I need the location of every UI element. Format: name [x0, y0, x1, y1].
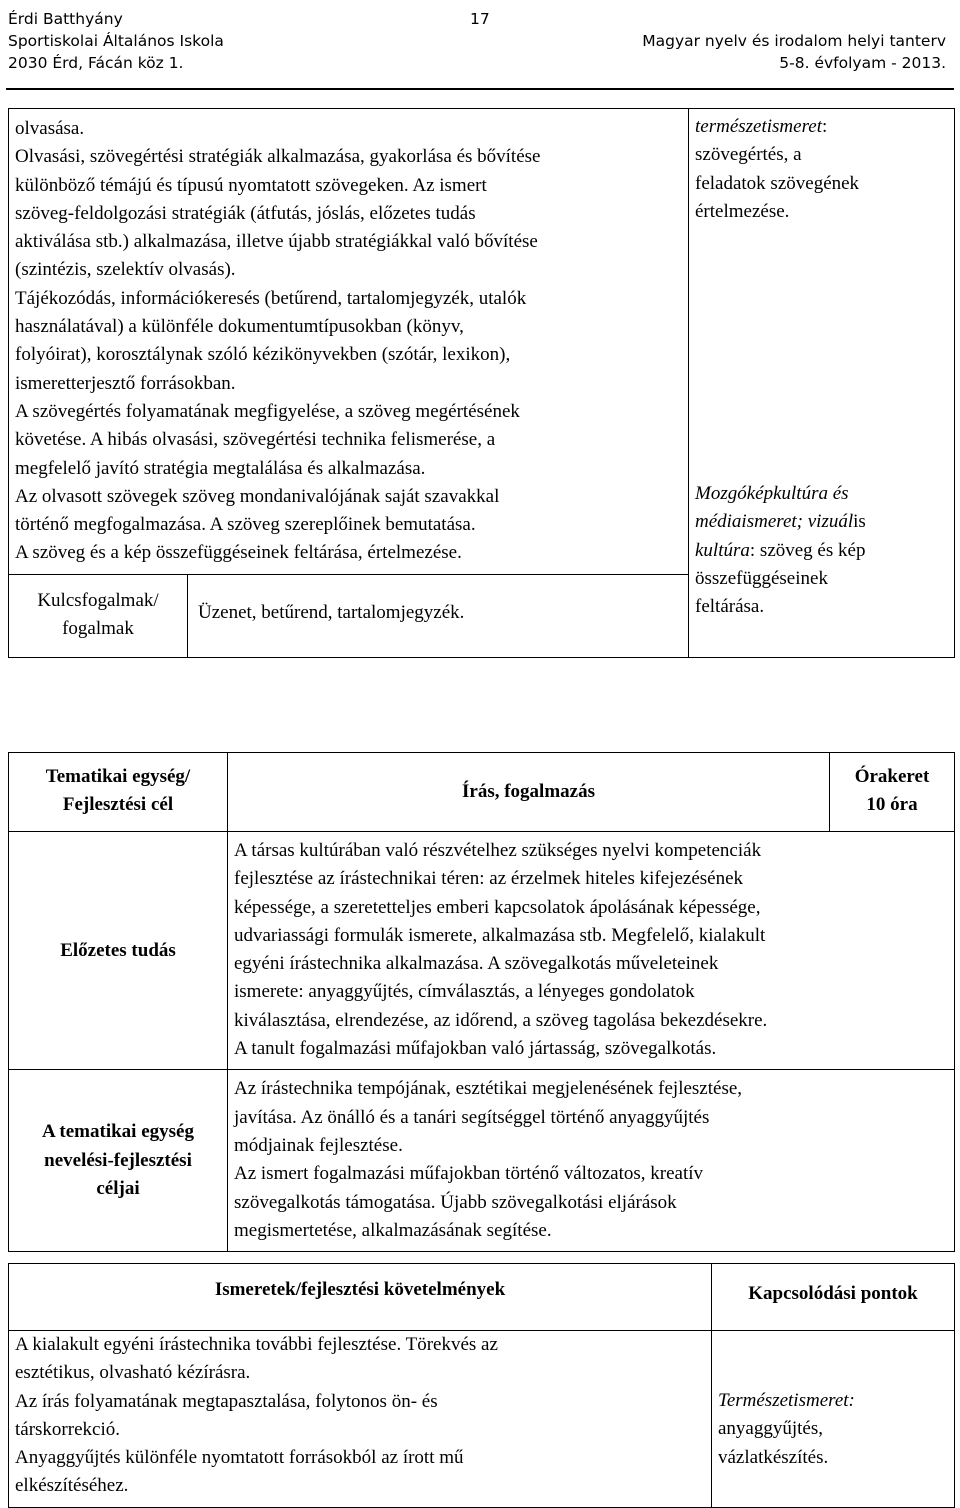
- requirements-text: [9, 1331, 712, 1508]
- text-line: Az ismert fogalmazási műfajokban történő változatos, kreatív: [234, 1163, 704, 1185]
- connection-points-cell: [689, 109, 955, 658]
- text-line: szöveg-feldolgozási stratégiák (átfutás, jóslás, előzetes tudás: [15, 202, 476, 224]
- text-line: kiválasztása, elrendezése, az időrend, a szöveg tagolása bekezdésekre.: [234, 1009, 768, 1031]
- text-line: anyaggyűjtés,: [718, 1418, 824, 1440]
- text-line: A szövegértés folyamatának megfigyelése, a szöveg megértésének: [15, 400, 520, 422]
- school-name-line2: Sportiskolai Általános Iskola: [8, 32, 224, 50]
- text-line: Olvasási, szövegértési stratégiák alkalmazása, gyakorlása és bővítése: [15, 146, 541, 168]
- subject-name: Természetismeret:: [718, 1390, 855, 1411]
- subject-name: természetismeret: [695, 116, 822, 137]
- spacer: [718, 1331, 948, 1387]
- text-line: használatával) a különféle dokumentumtípusokban (könyv,: [15, 316, 464, 338]
- spacer: [695, 226, 948, 480]
- text-line: követése. A hibás olvasási, szövegértési technika felismerése, a: [15, 429, 496, 451]
- subject-name: kultúra: [695, 539, 750, 561]
- thematic-unit-title: Írás, fogalmazás: [228, 753, 830, 832]
- connection-heading: [695, 113, 948, 141]
- text-line: fejlesztése az írástechnikai téren: az érzelmek hiteles kifejezésének: [234, 868, 744, 890]
- document-grade: 5-8. évfolyam - 2013.: [779, 54, 946, 72]
- requirements-cell: [9, 109, 689, 575]
- text-line: különböző témájú és típusú nyomtatott szövegeken. Az ismert: [15, 174, 487, 196]
- text-line: javítása. Az önálló és a tanári segítséggel történő anyaggyűjtés: [234, 1106, 710, 1128]
- text-line: Az olvasott szövegek szöveg mondanivalójának saját szavakkal: [15, 485, 500, 507]
- text-line: módjainak fejlesztése.: [234, 1134, 403, 1156]
- time-frame-cell: [830, 753, 955, 832]
- text-line: [695, 537, 948, 565]
- label-line: A tematikai egység: [42, 1121, 194, 1143]
- requirements-text: [15, 115, 688, 568]
- thematic-unit-label: [9, 753, 228, 832]
- label-line: fogalmak: [62, 618, 134, 640]
- label-line: céljai: [96, 1177, 140, 1199]
- development-goals-text: [228, 1070, 955, 1252]
- document-info: [642, 30, 946, 74]
- text-line: A társas kultúrában való részvételhez szükséges nyelvi kompetenciák: [234, 840, 762, 861]
- text-line: A tanult fogalmazási műfajokban való jártasság, szövegalkotás.: [234, 1038, 717, 1060]
- text-line: összefüggéseinek: [695, 568, 828, 590]
- text-line: Az írástechnika tempójának, esztétikai megjelenésének fejlesztése,: [234, 1078, 743, 1100]
- text-line: Anyaggyűjtés különféle nyomtatott forrásokból az írott mű: [15, 1447, 464, 1469]
- text-line: megismertetése, alkalmazásának segítése.: [234, 1219, 552, 1241]
- label-line: Tematikai egység/: [45, 766, 191, 787]
- school-info: [8, 8, 224, 74]
- header-divider: [6, 88, 954, 90]
- label-line: nevelési-fejlesztési: [44, 1149, 192, 1171]
- time-frame-label: Órakeret: [854, 766, 930, 787]
- text-line: A kialakult egyéni írástechnika további fejlesztése. Törekvés az: [15, 1334, 498, 1355]
- text-line: vázlatkészítés.: [718, 1446, 829, 1468]
- text-line: történő megfogalmazása. A szöveg szereplőinek bemutatása.: [15, 514, 476, 536]
- connection-points-heading: Kapcsolódási pontok: [712, 1264, 955, 1331]
- development-goals-label: [9, 1070, 228, 1252]
- text-line: folyóirat), korosztálynak szóló kézikönyvekben (szótár, lexikon),: [15, 344, 511, 366]
- page-number: 17: [470, 10, 490, 28]
- text-fragment: :: [822, 116, 828, 137]
- text-line: (szintézis, szelektív olvasás).: [15, 259, 236, 281]
- text-line: olvasása.: [15, 118, 85, 139]
- label-line: Kulcsfogalmak/: [37, 589, 159, 611]
- prior-knowledge-label: Előzetes tudás: [9, 832, 228, 1070]
- document-title: Magyar nyelv és irodalom helyi tanterv: [642, 32, 946, 50]
- key-concepts-label: [9, 574, 188, 657]
- time-frame-value: 10 óra: [866, 794, 918, 816]
- subject-name: médiaismeret; vizuál: [695, 511, 854, 533]
- requirements-table: [8, 1263, 955, 1508]
- connection-points-text: [712, 1331, 955, 1508]
- school-address: 2030 Érd, Fácán köz 1.: [8, 54, 184, 72]
- key-concepts-value: Üzenet, betűrend, tartalomjegyzék.: [188, 574, 689, 657]
- text-line: szövegalkotás támogatása. Újabb szövegalkotási eljárások: [234, 1191, 677, 1213]
- thematic-unit-table: [8, 752, 955, 1252]
- text-line: [695, 508, 948, 536]
- text-line: képessége, a szeretetteljes emberi kapcsolatok ápolásának képessége,: [234, 896, 761, 918]
- text-line: udvariassági formulák ismerete, alkalmazása stb. Megfelelő, kialakult: [234, 924, 766, 946]
- text-fragment: : szöveg és kép: [749, 539, 866, 561]
- text-line: feltárása.: [695, 596, 765, 618]
- curriculum-table-continued: [8, 108, 955, 658]
- subject-name: Mozgóképkultúra és: [695, 483, 849, 505]
- text-line: szövegértés, a: [695, 144, 802, 166]
- text-line: Az írás folyamatának megtapasztalása, folytonos ön- és: [15, 1390, 438, 1412]
- text-line: elkészítéséhez.: [15, 1475, 129, 1497]
- requirements-heading: Ismeretek/fejlesztési követelmények: [9, 1264, 712, 1331]
- text-line: esztétikus, olvasható kézírásra.: [15, 1362, 251, 1384]
- text-line: feladatok szövegének: [695, 172, 860, 194]
- text-line: értelmezése.: [695, 200, 790, 222]
- text-line: Tájékozódás, információkeresés (betűrend, tartalomjegyzék, utalók: [15, 287, 527, 309]
- label-line: Fejlesztési cél: [62, 794, 174, 816]
- school-name-line1: Érdi Batthyány: [8, 10, 123, 28]
- text-line: aktiválása stb.) alkalmazása, illetve újabb stratégiákkal való bővítése: [15, 231, 538, 253]
- text-line: ismeretterjesztő forrásokban.: [15, 372, 236, 394]
- text-line: egyéni írástechnika alkalmazása. A szövegalkotás műveleteinek: [234, 953, 719, 975]
- text-fragment: is: [853, 511, 866, 533]
- prior-knowledge-text: [228, 832, 955, 1070]
- text-line: ismerete: anyaggyűjtés, címválasztás, a lényeges gondolatok: [234, 981, 695, 1003]
- page-header: [0, 0, 960, 90]
- text-line: megfelelő javító stratégia megtalálása és alkalmazása.: [15, 457, 426, 479]
- text-line: A szöveg és a kép összefüggéseinek feltárása, értelmezése.: [15, 542, 462, 564]
- text-line: társkorrekció.: [15, 1418, 120, 1440]
